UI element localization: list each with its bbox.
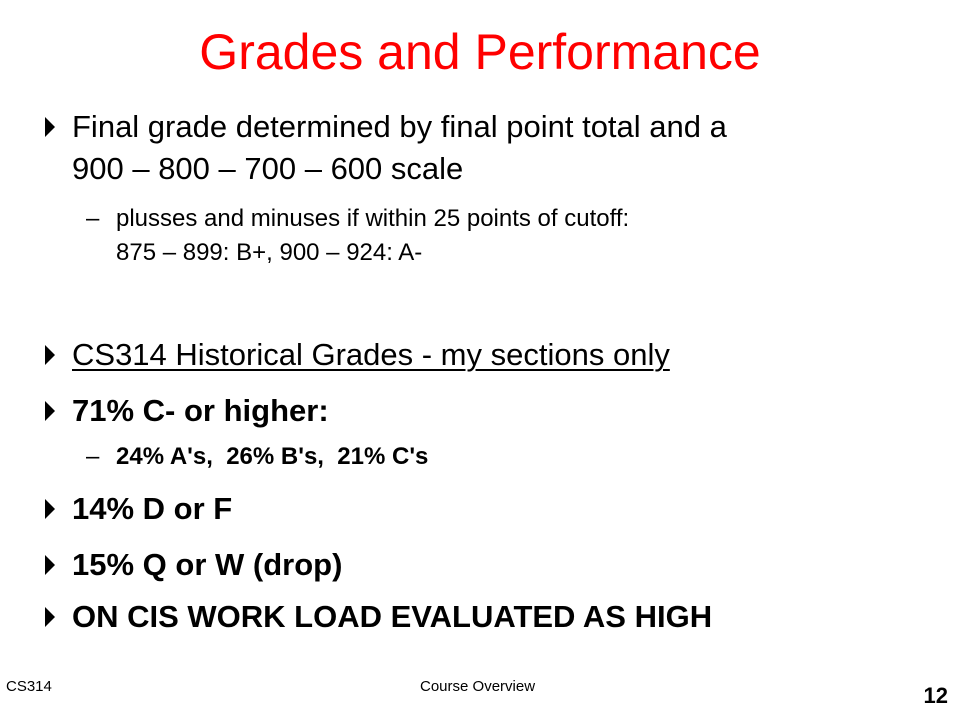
bullet-q-or-w	[44, 544, 342, 586]
sub-bullet-plus-minus	[86, 202, 629, 270]
triangle-bullet-icon	[44, 544, 72, 576]
page-number: 12	[923, 683, 948, 708]
bullet-c-or-higher	[44, 390, 329, 432]
bullet-text: 14% D or F	[72, 491, 233, 526]
slide-title: Grades and Performance	[199, 24, 761, 80]
bullet-historical-grades	[44, 334, 670, 376]
triangle-bullet-icon	[44, 334, 72, 366]
dash-bullet-icon: –	[86, 443, 100, 470]
sub-bullet-text: 24% A's, 26% B's, 21% C's	[116, 443, 429, 470]
sub-bullet-text-line: 875 – 899: B+, 900 – 924: A-	[116, 239, 423, 266]
bullet-text: ON CIS WORK LOAD EVALUATED AS HIGH	[72, 599, 713, 634]
footer-title: Course Overview	[420, 678, 536, 695]
triangle-bullet-icon	[44, 106, 72, 138]
bullet-text: CS314 Historical Grades - my sections only	[72, 337, 670, 372]
bullet-text: 15% Q or W (drop)	[72, 547, 343, 582]
footer-course-code: CS314	[6, 678, 52, 695]
triangle-bullet-icon	[44, 488, 72, 520]
dash-bullet-icon: –	[86, 205, 100, 232]
bullet-work-load	[44, 596, 712, 638]
triangle-bullet-icon	[44, 390, 72, 422]
bullet-d-or-f	[44, 488, 232, 530]
triangle-bullet-icon	[44, 596, 72, 628]
bullet-final-grade	[44, 106, 727, 190]
sub-bullet-text-line: plusses and minuses if within 25 points of cutoff:	[116, 205, 630, 232]
bullet-text: 71% C- or higher:	[72, 393, 329, 428]
sub-bullet-grade-breakdown	[86, 440, 428, 474]
bullet-text-line: 900 – 800 – 700 – 600 scale	[72, 151, 464, 186]
bullet-text-line: Final grade determined by final point total and a	[72, 109, 727, 144]
